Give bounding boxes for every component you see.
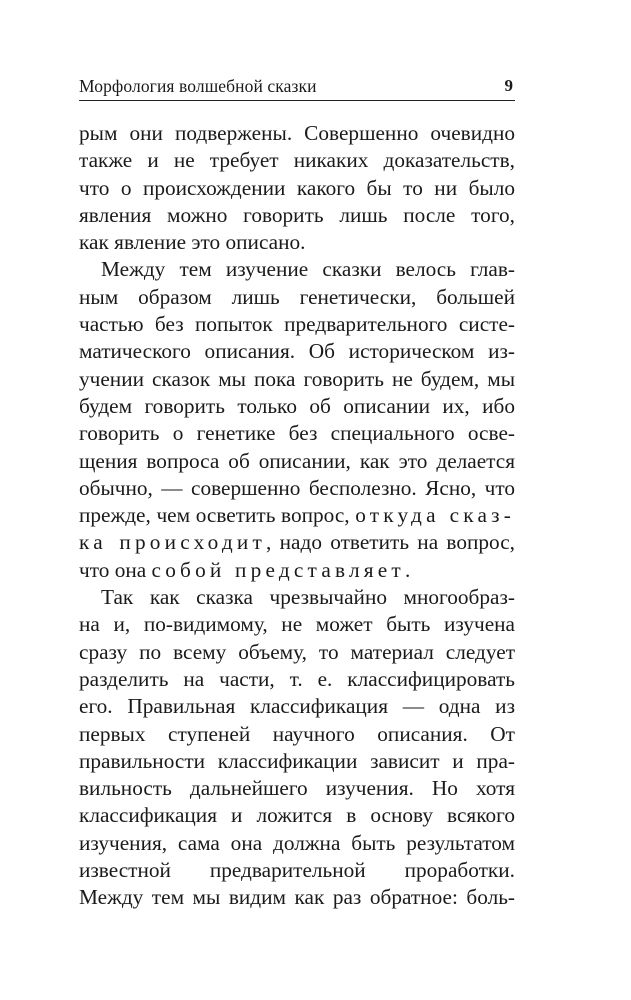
text-fragment: , надо ответить на вопрос, (266, 530, 515, 555)
text-line: Так как сказка чрезвычайно многообраз- (101, 585, 515, 610)
text-fragment: что она (79, 557, 152, 582)
running-head (79, 76, 515, 101)
text-line: на и, по-видимому, не может быть изучена (79, 612, 515, 637)
text-line: явления можно говорить лишь после того, (79, 202, 515, 227)
text-line: разделить на части, т. е. классифицировать (79, 666, 515, 691)
text-line: ным образом лишь генетически, большей (79, 284, 515, 309)
text-fragment: прежде, чем осветить вопрос, (79, 503, 356, 528)
running-title: Морфология волшебной сказки (79, 76, 317, 96)
text-line: щения вопроса об описании, как это делается (79, 448, 515, 473)
text-line: Между тем изучение сказки велось глав- (101, 257, 515, 282)
text-line: его. Правильная классификация — одна из (79, 694, 515, 719)
text-line: говорить о генетике без специального осве- (79, 421, 515, 446)
text-line: также и не требует никаких доказательств, (79, 148, 515, 173)
text-line (79, 557, 515, 584)
emphasized-text: откуда сказ- (355, 503, 515, 528)
text-line: изучения, сама она должна быть результатом (79, 830, 515, 855)
paragraph-1 (79, 120, 515, 256)
text-line: матического описания. Об историческом из- (79, 339, 515, 364)
body-text (79, 120, 515, 912)
paragraph-2 (79, 256, 515, 584)
text-line: сразу по всему объему, то материал следует (79, 639, 515, 664)
text-line: частью без попыток предварительного систе- (79, 312, 515, 337)
text-line (79, 529, 515, 556)
paragraph-3 (79, 584, 515, 912)
emphasized-text: ка происходит (79, 530, 267, 555)
text-line: как явление это описано. (79, 230, 306, 255)
text-fragment: . (404, 557, 411, 582)
text-line: Между тем мы видим как раз обратное: боль- (79, 885, 515, 910)
emphasized-text: собой представляет (151, 557, 405, 582)
text-line: рым они подвержены. Совершенно очевидно (79, 121, 515, 145)
text-line (79, 502, 515, 529)
text-line: вильность дальнейшего изучения. Но хотя (79, 776, 515, 801)
text-line: классификация и ложится в основу всякого (79, 803, 515, 828)
text-line: правильности классификации зависит и пра- (79, 748, 515, 773)
text-line: известной предварительной проработки. (79, 858, 515, 883)
page-number: 9 (504, 76, 513, 95)
text-line: что о происхождении какого бы то ни было (79, 175, 515, 200)
text-line: первых ступеней научного описания. От (79, 721, 515, 746)
text-line: учении сказок мы пока говорить не будем, мы (79, 366, 515, 391)
text-line: обычно, — совершенно бесполезно. Ясно, что (79, 475, 515, 500)
text-line: будем говорить только об описании их, ибо (79, 393, 515, 418)
